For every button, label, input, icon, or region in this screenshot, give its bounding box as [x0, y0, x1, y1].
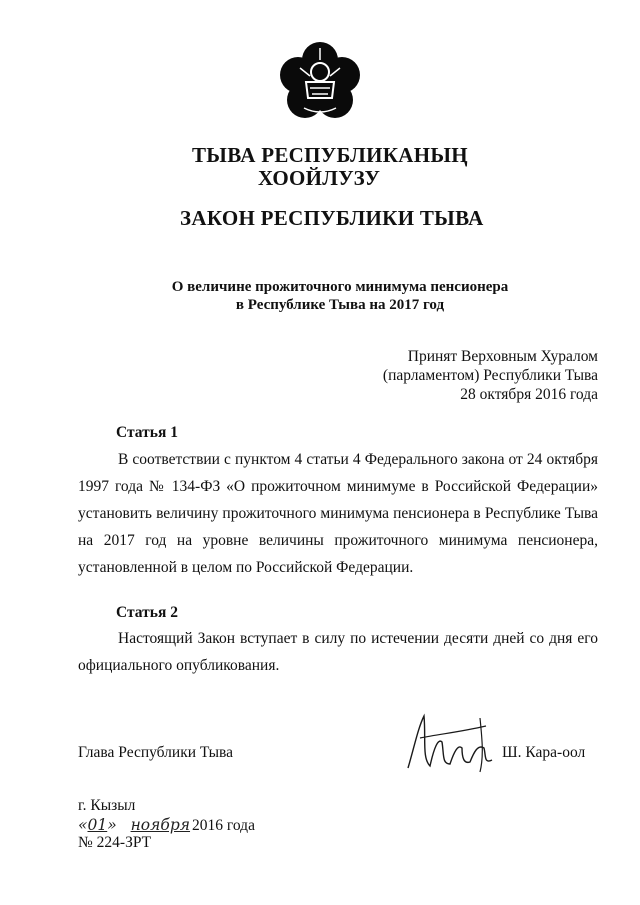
signatory-position: Глава Республики Тыва: [78, 744, 234, 761]
date-day: 01: [87, 816, 108, 834]
heading-tuvan-line-2: ХООЙЛУЗУ: [258, 166, 381, 190]
adopted-line-2: (парламентом) Республики Тыва: [382, 367, 598, 384]
adopted-line-1: Принят Верховным Хуралом: [407, 348, 598, 365]
date-year: 2016 года: [192, 817, 255, 834]
article-2-title: Статья 2: [116, 604, 178, 621]
adopted-by-block: [383, 347, 598, 404]
law-subject-line-2: в Республике Тыва на 2017 год: [235, 297, 445, 313]
article-1-text: В соответствии с пунктом 4 статьи 4 Федерального закона от 24 октября 1997 года № 134-ФЗ «О прожиточном минимуме в Российской Федерации» установить величину прожиточного минимума пенсионера в Республике Тыва на 2017 год на уровне величины прожиточного минимума пенсионера, установленной в целом по Российской Федерации.: [78, 451, 598, 576]
law-number: № 224-ЗРТ: [78, 834, 152, 851]
place-city: г. Кызыл: [78, 797, 136, 814]
law-subject-line-1: О величине прожиточного минимума пенсионера: [171, 279, 509, 295]
coat-of-arms-emblem-icon: [276, 38, 364, 126]
date-quote-open: «: [78, 816, 88, 834]
article-1-title: Статья 1: [116, 424, 178, 441]
date-month: ноября: [130, 816, 191, 834]
handwritten-signature: [400, 708, 500, 778]
date-quote-close: »: [107, 816, 117, 834]
article-2-text: Настоящий Закон вступает в силу по истечении десяти дней со дня его официального опубликования.: [78, 630, 598, 674]
adopted-date: 28 октября 2016 года: [460, 386, 598, 403]
heading-law-title: ЗАКОН РЕСПУБЛИКИ ТЫВА: [180, 206, 484, 230]
signatory-name: Ш. Кара-оол: [502, 744, 586, 761]
heading-tuvan-line-1: ТЫВА РЕСПУБЛИКАНЫҢ: [192, 143, 468, 167]
signing-date: [78, 816, 255, 835]
